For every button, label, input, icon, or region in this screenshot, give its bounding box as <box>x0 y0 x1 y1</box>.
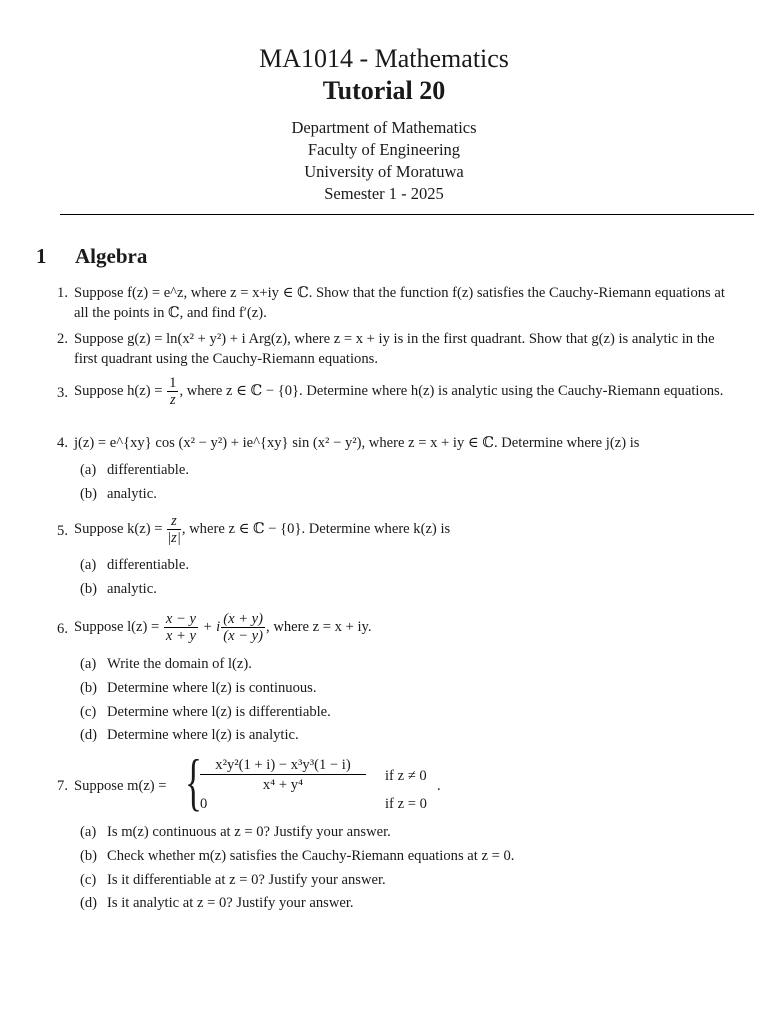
question-3 <box>48 375 736 408</box>
part-text: Check whether m(z) satisfies the Cauchy-Riemann equations at z = 0. <box>107 848 515 864</box>
case1-condition: if z ≠ 0 <box>385 768 427 784</box>
q6-part-c <box>80 704 331 721</box>
part-text: Determine where l(z) is differentiable. <box>107 704 331 720</box>
part-label: (c) <box>80 872 97 888</box>
numerator: (x + y) <box>223 611 264 627</box>
part-label: (b) <box>80 486 98 502</box>
case1-numerator: x²y²(1 + i) − x³y³(1 − i) <box>200 756 366 775</box>
university: University of Moratuwa <box>304 162 464 181</box>
question-text: j(z) = e^{xy} cos (x² − y²) + ie^{xy} sin (x² − y²), where z = x + iy ∈ ℂ. Determine where j(z) is <box>74 435 640 451</box>
question-1 <box>48 283 736 323</box>
part-label: (a) <box>80 824 97 840</box>
text-segment: . <box>437 778 441 794</box>
case1-denominator: x⁴ + y⁴ <box>262 777 304 793</box>
text-segment: , where z = x + iy. <box>266 618 372 635</box>
case2-value: 0 <box>200 796 208 812</box>
q6-part-b <box>80 680 317 697</box>
part-text: Write the domain of l(z). <box>107 656 252 672</box>
part-text: Is m(z) continuous at z = 0? Justify your answer. <box>107 824 391 840</box>
part-label: (a) <box>80 656 97 672</box>
q7-part-d <box>80 895 354 912</box>
part-text: analytic. <box>107 581 157 597</box>
tutorial-title: Tutorial 20 <box>322 76 446 105</box>
section-title: Algebra <box>75 244 148 268</box>
q7-part-b <box>80 848 514 865</box>
q7-part-c <box>80 872 386 889</box>
course-title: MA1014 - Mathematics <box>259 44 509 73</box>
question-number: 2. <box>57 331 68 347</box>
case2-condition: if z = 0 <box>385 796 427 812</box>
section-number: 1 <box>36 244 47 268</box>
affiliation-block <box>0 117 768 205</box>
denominator: x + y <box>165 628 196 644</box>
q7-part-a <box>80 824 391 841</box>
text-segment: Suppose h(z) = <box>74 382 167 399</box>
part-label: (d) <box>80 895 98 911</box>
numerator: 1 <box>169 375 177 391</box>
part-text: Determine where l(z) is continuous. <box>107 680 317 696</box>
part-text: Is it analytic at z = 0? Justify your answer. <box>107 895 354 911</box>
denominator: (x − y) <box>223 628 264 644</box>
question-5 <box>48 513 736 546</box>
denominator: z <box>169 392 176 408</box>
question-number: 5. <box>57 523 68 539</box>
numerator: x − y <box>165 611 196 627</box>
q6-part-a <box>80 656 252 673</box>
q5-part-a <box>80 557 189 574</box>
numerator: z <box>167 513 181 530</box>
question-4 <box>48 433 736 453</box>
text-segment: , where z ∈ ℂ − {0}. Determine where h(z) is analytic using the Cauchy-Riemann equations. <box>179 382 724 399</box>
part-label: (a) <box>80 557 97 573</box>
question-text <box>74 513 736 546</box>
q5-part-b <box>80 581 157 598</box>
part-label: (d) <box>80 727 98 743</box>
brace-symbol: { <box>185 746 202 817</box>
q4-part-a <box>80 462 189 479</box>
text-segment: + i <box>199 618 221 635</box>
q6-part-d <box>80 727 299 744</box>
part-text: differentiable. <box>107 557 189 573</box>
department: Department of Mathematics <box>291 118 477 137</box>
denominator: |z| <box>167 530 181 546</box>
question-number: 1. <box>57 285 68 301</box>
question-number: 6. <box>57 621 68 637</box>
part-text: differentiable. <box>107 462 189 478</box>
part-label: (b) <box>80 680 98 696</box>
fraction-1 <box>164 611 198 644</box>
part-label: (a) <box>80 462 97 478</box>
question-text <box>74 375 736 408</box>
text-segment: , where z ∈ ℂ − {0}. Determine where k(z) is <box>181 520 451 537</box>
question-6 <box>48 611 736 644</box>
header-divider <box>60 214 754 215</box>
question-text <box>74 611 736 644</box>
text-segment: Suppose l(z) = <box>74 618 163 635</box>
part-text: Is it differentiable at z = 0? Justify your answer. <box>107 872 386 888</box>
text-segment: Suppose k(z) = <box>74 520 167 537</box>
part-label: (b) <box>80 848 98 864</box>
question-number: 4. <box>57 435 68 451</box>
question-2 <box>48 329 736 369</box>
question-number: 3. <box>57 385 68 401</box>
fraction <box>167 513 181 546</box>
part-label: (b) <box>80 581 98 597</box>
part-text: analytic. <box>107 486 157 502</box>
faculty: Faculty of Engineering <box>307 140 461 159</box>
fraction-2 <box>221 611 265 644</box>
q4-part-b <box>80 486 157 503</box>
section-heading <box>36 244 147 269</box>
question-text: Suppose f(z) = e^z, where z = x+iy ∈ ℂ. Show that the function f(z) satisfies the Cauchy-Riemann equations at all the points in ℂ, and find f′(z). <box>74 285 725 321</box>
question-text: Suppose g(z) = ln(x² + y²) + i Arg(z), where z = x + iy is in the first quadrant. Show that g(z) is analytic in the first quadrant using the Cauchy-Riemann equations. <box>74 331 715 367</box>
question-number: 7. <box>57 778 68 794</box>
question-7 <box>48 746 736 817</box>
part-label: (c) <box>80 704 97 720</box>
part-text: Determine where l(z) is analytic. <box>107 727 299 743</box>
semester: Semester 1 - 2025 <box>324 184 444 203</box>
text-segment: Suppose m(z) = <box>74 778 167 794</box>
fraction <box>167 375 178 408</box>
